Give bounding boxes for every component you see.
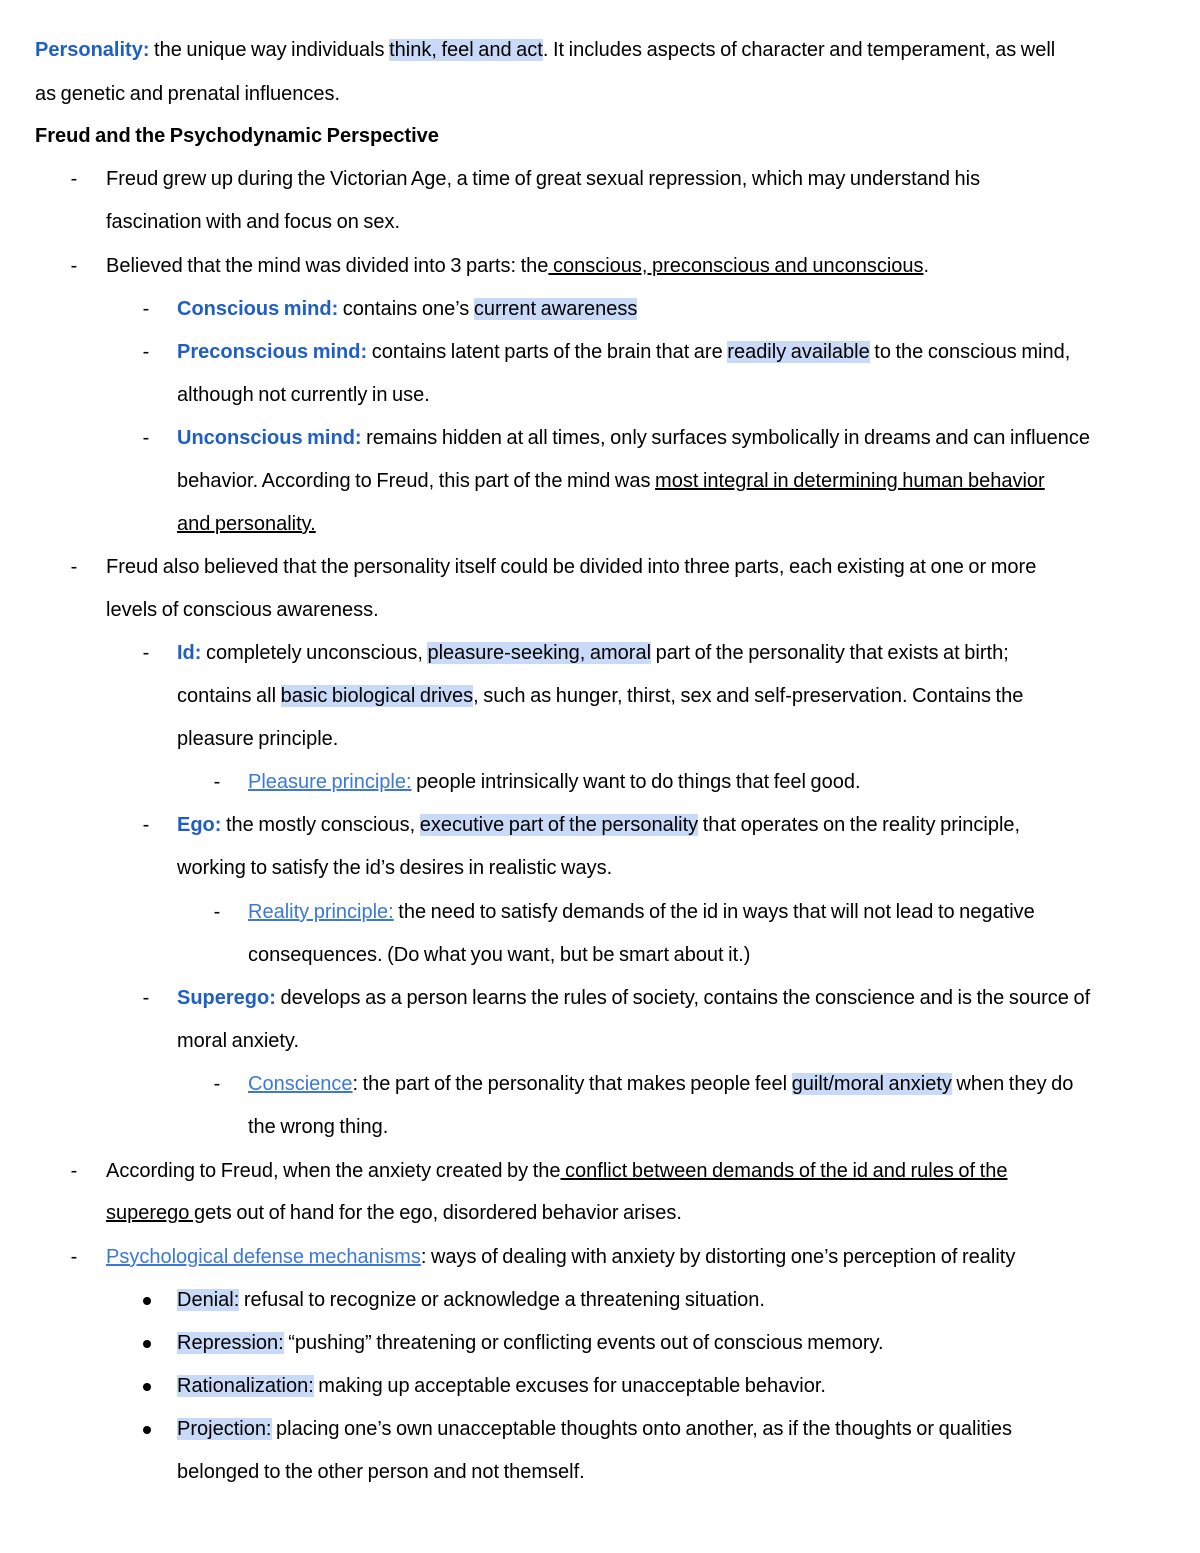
bullet-item-projection-cont: belonged to the other person and not themself.: [177, 1461, 585, 1483]
term-unconscious-mind: Unconscious mind:: [177, 427, 362, 449]
highlight: current awareness: [473, 298, 638, 320]
list-item-unconscious-cont-2: [177, 503, 316, 546]
list-item-conflict-cont: [106, 1192, 682, 1235]
text-wrap: [177, 288, 637, 331]
text: : the part of the personality that makes people feel: [352, 1073, 792, 1095]
text: refusal to recognize or acknowledge a threatening situation.: [239, 1289, 765, 1311]
highlight: think, feel and act: [389, 39, 543, 61]
text-wrap: [248, 761, 861, 804]
list-item-victorian-cont: fascination with and focus on sex.: [106, 211, 401, 233]
text: to the conscious mind,: [869, 341, 1071, 363]
text: “pushing” threatening or conflicting events out of conscious memory.: [283, 1332, 884, 1354]
term-personality: Personality:: [35, 39, 150, 61]
dash-marker: -: [70, 168, 78, 190]
text-wrap: [177, 1365, 826, 1408]
text: when they do: [951, 1073, 1074, 1095]
text-wrap: [177, 977, 1090, 1020]
text: : ways of dealing with anxiety by distorting one’s perception of reality: [420, 1246, 1016, 1268]
text: . It includes aspects of character and temperament, as well: [542, 39, 1056, 61]
dash-marker: -: [213, 1073, 221, 1095]
text: making up acceptable excuses for unacceptable behavior.: [313, 1375, 826, 1397]
dash-marker: -: [142, 987, 150, 1009]
term-ego: Ego:: [177, 814, 222, 836]
link-conscience[interactable]: Conscience: [248, 1073, 353, 1095]
list-item-id-cont: [177, 675, 1023, 718]
dash-marker: -: [142, 298, 150, 320]
text-wrap: [177, 632, 1009, 675]
text: part of the personality that exists at birth;: [651, 642, 1009, 664]
term-superego: Superego:: [177, 987, 276, 1009]
text: ets out of hand for the ego, disordered behavior arises.: [205, 1202, 682, 1224]
text: the mostly conscious,: [221, 814, 420, 836]
text: people intrinsically want to do things that feel good.: [411, 771, 861, 793]
text: the need to satisfy demands of the id in ways that will not lead to negative: [393, 901, 1035, 923]
personality-definition-line-1: [35, 29, 1055, 72]
dash-marker: -: [213, 771, 221, 793]
text: develops as a person learns the rules of society, contains the conscience and is the source of: [275, 987, 1091, 1009]
text: Freud grew up during the Victorian Age, a time of great sexual repression, which may understand his: [106, 168, 981, 190]
list-item-conscience-cont: the wrong thing.: [248, 1116, 389, 1138]
text: Freud also believed that the personality itself could be divided into three parts, each existing at one or more: [106, 556, 1037, 578]
text: According to Freud, when the anxiety created by the: [106, 1160, 561, 1182]
text: contains latent parts of the brain that are: [367, 341, 728, 363]
underlined-text: conflict between demands of the id and rules of the: [560, 1160, 1008, 1182]
dash-marker: -: [70, 255, 78, 277]
underlined-text: conscious, preconscious and unconscious: [548, 255, 924, 277]
bullet-dot: [143, 1426, 151, 1434]
dash-marker: -: [142, 642, 150, 664]
link-reality-principle[interactable]: Reality principle:: [248, 901, 394, 923]
text: behavior. According to Freud, this part of the mind was: [177, 470, 656, 492]
text-wrap: [106, 245, 929, 288]
bullet-dot: [143, 1383, 151, 1391]
list-item-reality-principle-cont: consequences. (Do what you want, but be smart about it.): [248, 944, 751, 966]
dash-marker: -: [70, 1160, 78, 1182]
text: placing one’s own unacceptable thoughts onto another, as if the thoughts or qualities: [271, 1418, 1012, 1440]
underlined-text: superego g: [106, 1202, 206, 1224]
highlight: pleasure-seeking, amoral: [427, 642, 652, 664]
text: contains all: [177, 685, 281, 707]
text: remains hidden at all times, only surfaces symbolically in dreams and can influence: [361, 427, 1091, 449]
text-wrap: [248, 891, 1035, 934]
dash-marker: -: [142, 814, 150, 836]
dash-marker: -: [213, 901, 221, 923]
list-item-unconscious-cont: [177, 460, 1045, 503]
highlight-term-projection: Projection:: [177, 1418, 272, 1440]
highlight-term-repression: Repression:: [177, 1332, 284, 1354]
highlight: executive part of the personality: [419, 814, 699, 836]
text-wrap: [177, 331, 1070, 374]
highlight: readily available: [727, 341, 870, 363]
text-wrap: [177, 1408, 1012, 1451]
term-preconscious-mind: Preconscious mind:: [177, 341, 368, 363]
list-item-superego-cont: moral anxiety.: [177, 1030, 300, 1052]
text: that operates on the reality principle,: [698, 814, 1021, 836]
highlight: basic biological drives: [280, 685, 474, 707]
text-wrap: [177, 1322, 884, 1365]
list-item-ego-cont: working to satisfy the id’s desires in realistic ways.: [177, 857, 613, 879]
list-item-preconscious-cont: although not currently in use.: [177, 384, 430, 406]
term-id: Id:: [177, 642, 202, 664]
text: Believed that the mind was divided into 3 parts: the: [106, 255, 549, 277]
text-wrap: [177, 417, 1090, 460]
highlight-term-denial: Denial:: [177, 1289, 240, 1311]
text: the unique way individuals: [149, 39, 390, 61]
highlight: guilt/moral anxiety: [791, 1073, 952, 1095]
link-pleasure-principle[interactable]: Pleasure principle:: [248, 771, 412, 793]
underlined-text: and personality.: [177, 513, 316, 535]
list-item-personality-parts-cont: levels of conscious awareness.: [106, 599, 379, 621]
text-wrap: [106, 1150, 1007, 1193]
text: completely unconscious,: [201, 642, 428, 664]
dash-marker: -: [142, 427, 150, 449]
link-defense-mechanisms[interactable]: Psychological defense mechanisms: [106, 1246, 421, 1268]
text: , such as hunger, thirst, sex and self-preservation. Contains the: [473, 685, 1024, 707]
text: contains one’s: [338, 298, 474, 320]
dash-marker: -: [142, 341, 150, 363]
list-item-id-cont-2: pleasure principle.: [177, 728, 339, 750]
highlight-term-rationalization: Rationalization:: [177, 1375, 314, 1397]
personality-definition-line-2: as genetic and prenatal influences.: [35, 83, 341, 105]
text-wrap: [248, 1063, 1073, 1106]
text-wrap: [177, 1279, 765, 1322]
dash-marker: -: [70, 1246, 78, 1268]
section-heading: Freud and the Psychodynamic Perspective: [35, 125, 439, 147]
bullet-dot: [143, 1340, 151, 1348]
term-conscious-mind: Conscious mind:: [177, 298, 339, 320]
text-wrap: [177, 804, 1020, 847]
bullet-dot: [143, 1297, 151, 1305]
text: .: [923, 255, 930, 277]
underlined-text: most integral in determining human behavior: [655, 470, 1045, 492]
dash-marker: -: [70, 556, 78, 578]
text-wrap: [106, 1236, 1015, 1279]
